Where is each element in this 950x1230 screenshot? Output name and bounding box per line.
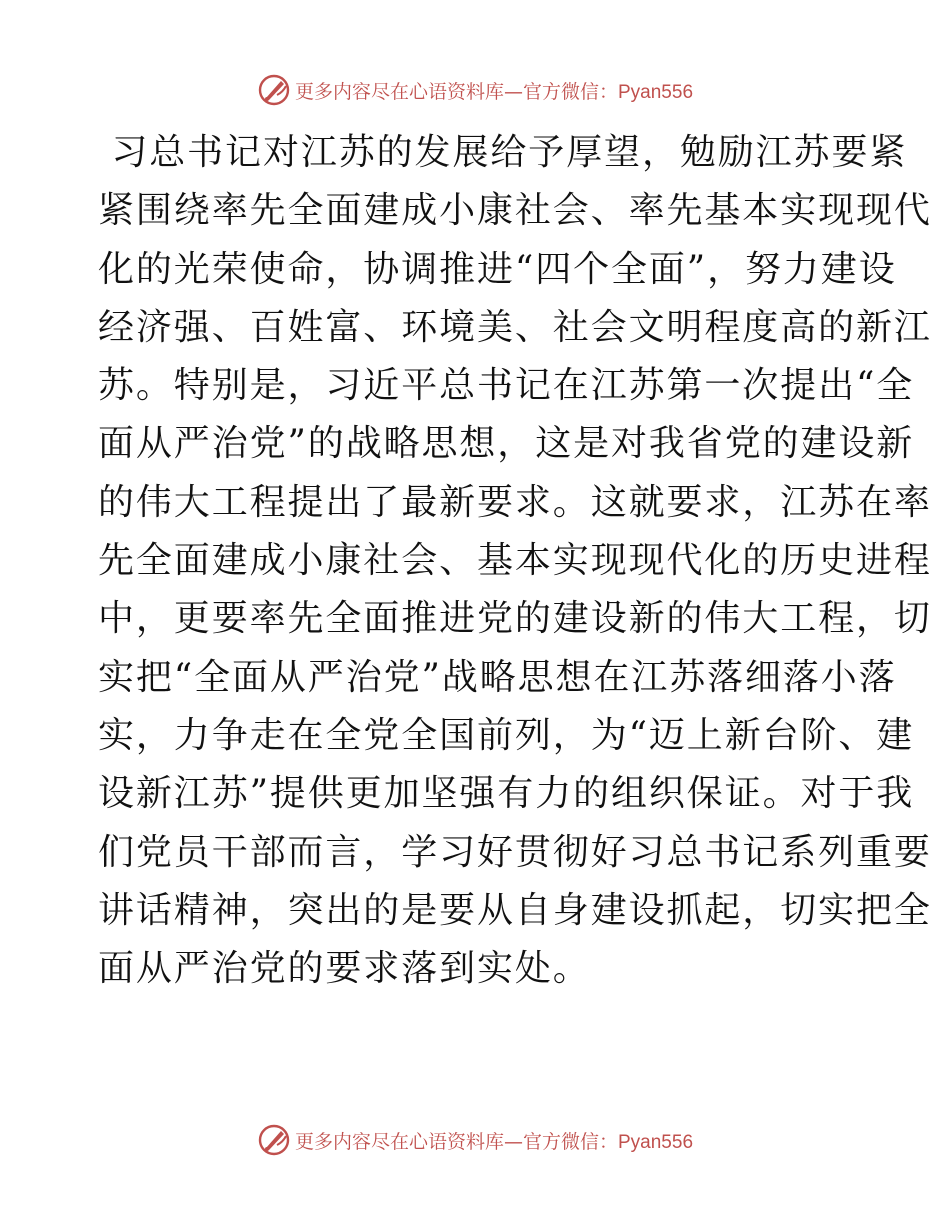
- footer-banner: [0, 1120, 950, 1160]
- text-line: 们党员干部而言，学习好贯彻好习总书记系列重要: [98, 831, 932, 873]
- text-line: 面从严治党”的战略思想，这是对我省党的建设新: [98, 423, 915, 465]
- text-line: 讲话精神，突出的是要从自身建设抓起，切实把全: [98, 889, 932, 931]
- text-line: 紧围绕率先全面建成小康社会、率先基本实现现代: [98, 190, 932, 232]
- text-line: 经济强、百姓富、环境美、社会文明程度高的新江: [98, 306, 932, 348]
- wechat-id: Pyan556: [618, 81, 694, 103]
- text-line: 实，力争走在全党全国前列，为“迈上新台阶、建: [98, 714, 915, 756]
- text-line: 习总书记对江苏的发展给予厚望，勉励江苏要紧: [98, 132, 908, 173]
- text-line: 中，更要率先全面推进党的建设新的伟大工程，切: [98, 598, 932, 640]
- text-line: 先全面建成小康社会、基本实现现代化的历史进程: [98, 540, 932, 582]
- text-line: 实把“全面从严治党”战略思想在江苏落细落小落: [98, 656, 897, 698]
- text-line: 化的光荣使命，协调推进“四个全面”，努力建设: [98, 248, 897, 290]
- quill-logo-icon: [257, 73, 291, 107]
- text-line: 面从严治党的要求落到实处。: [98, 948, 591, 990]
- quill-logo-icon: [257, 1123, 291, 1157]
- banner-text: [295, 77, 693, 104]
- banner-label: 更多内容尽在心语资料库—官方微信：: [294, 1130, 618, 1153]
- banner-label: 更多内容尽在心语资料库—官方微信：: [294, 80, 618, 103]
- text-line: 设新江苏”提供更加坚强有力的组织保证。对于我: [98, 773, 915, 815]
- text-line: 苏。特别是，习近平总书记在江苏第一次提出“全: [98, 365, 915, 407]
- banner-text: [295, 1127, 693, 1154]
- wechat-id: Pyan556: [618, 1131, 694, 1153]
- text-line: 的伟大工程提出了最新要求。这就要求，江苏在率: [98, 481, 932, 523]
- document-body: [98, 124, 932, 998]
- header-banner: [0, 70, 950, 110]
